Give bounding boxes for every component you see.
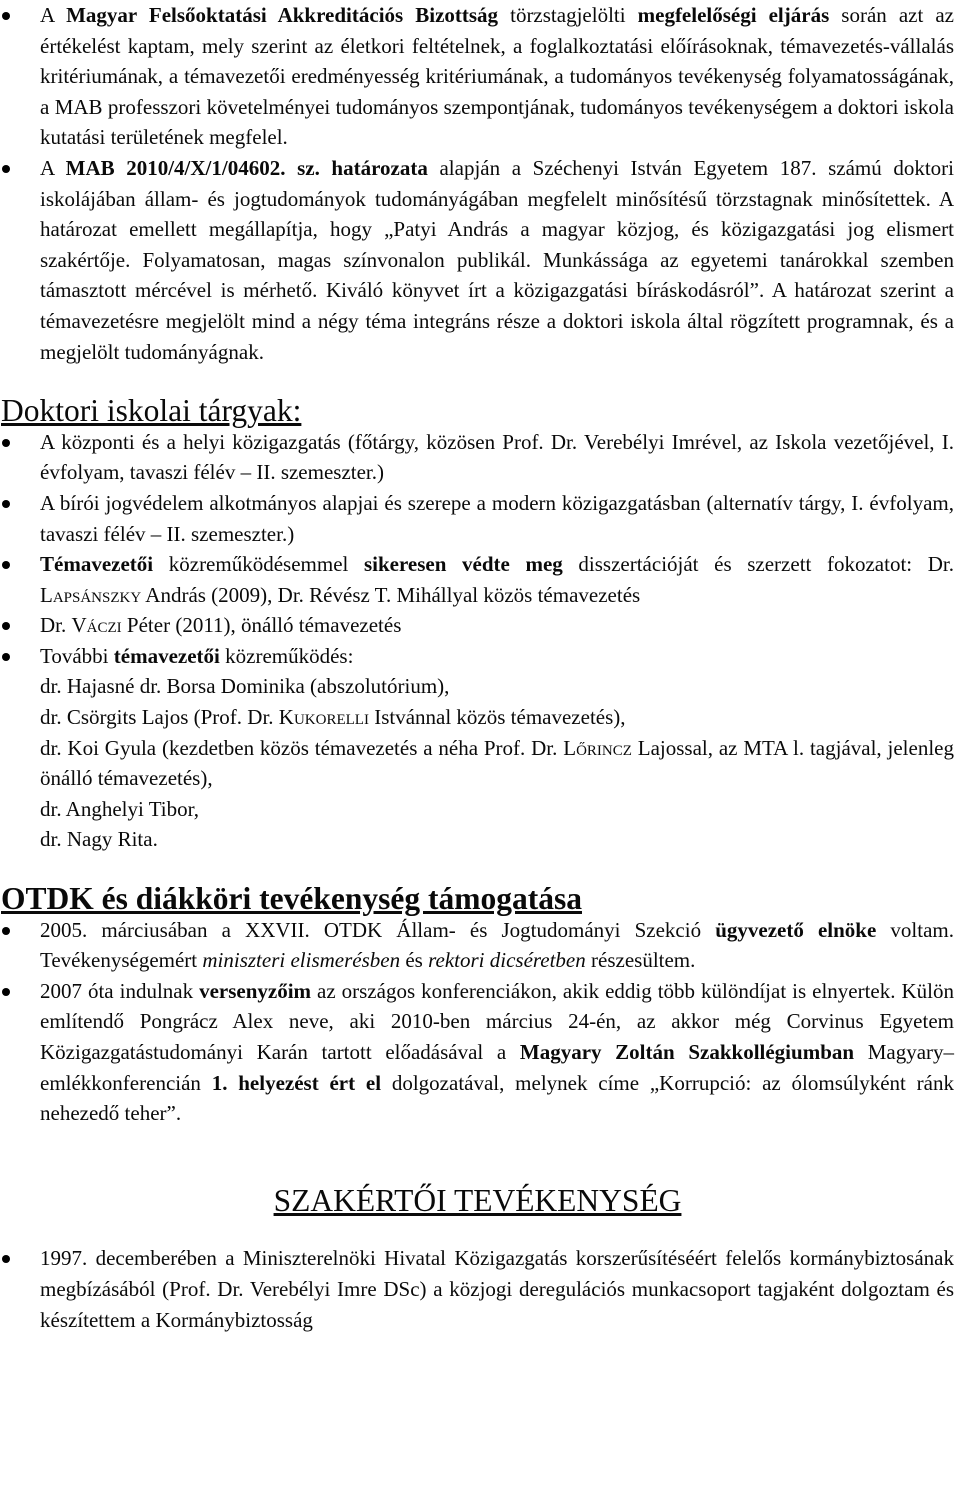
list-item <box>1 488 954 549</box>
supervision-defended <box>40 552 954 607</box>
bullet-icon <box>2 988 10 996</box>
bullet-icon <box>2 561 10 569</box>
list-item <box>1 610 954 641</box>
expert-activity-heading: SZAKÉRTŐI TEVÉKENYSÉG <box>273 1182 682 1218</box>
text-run: dr. Anghelyi Tibor, <box>40 796 200 821</box>
list-item <box>1 915 954 976</box>
text-run: A bírói jogvédelem alkotmányos alapjai és szerepe a modern közigazgatásban (alternatív tárgy, I. évfolyam, tavaszi félév – II. szemeszter.) <box>40 490 954 546</box>
list-item <box>1 976 954 1129</box>
bullet-icon <box>2 1255 10 1263</box>
text-run: ügyvezető elnöke <box>715 917 877 942</box>
supervised-student-line <box>1 702 954 733</box>
text-run: disszertációját és szerzett fokozatot: Dr. <box>562 552 954 577</box>
text-run: Témavezetői <box>40 552 154 577</box>
text-run: dr. Csörgits Lajos (Prof. Dr. <box>40 705 279 730</box>
list-item <box>1 549 954 610</box>
text-run: MAB 2010/4/X/1/04602. sz. határozata <box>65 155 428 180</box>
bullet-icon <box>2 12 10 20</box>
supervision-vaczi <box>40 613 401 637</box>
text-run: részesültem. <box>585 948 696 973</box>
text-run: dr. Koi Gyula (kezdetben közös témavezetés a néha Prof. Dr. <box>40 735 564 760</box>
text-run: megfelelőségi eljárás <box>637 3 830 27</box>
list-item <box>1 0 954 153</box>
bullet-icon <box>2 927 10 935</box>
course-main <box>40 430 954 485</box>
text-run: A központi és a helyi közigazgatás (főtárgy, közösen Prof. Dr. Verebélyi Imrével, az Iskola vezetőjével, I. évfolyam, tavaszi félév – II. szemeszter.) <box>40 429 954 485</box>
text-run: Magyar Felsőoktatási Akkreditációs Bizottság <box>66 3 499 27</box>
text-run: dr. Nagy Rita. <box>40 827 158 852</box>
text-run: Lajossal, az MTA l. tagjával, jelenleg önálló témavezetés), <box>40 735 954 791</box>
otdk-2007-paragraph <box>40 979 954 1125</box>
otdk-heading: OTDK és diákköri tevékenység támogatása <box>1 881 582 917</box>
bullet-icon <box>2 500 10 508</box>
text-run: További <box>40 643 114 668</box>
list-item <box>1 1243 954 1335</box>
doctoral-courses-list <box>1 427 954 672</box>
supervised-student-line <box>1 794 954 825</box>
text-run: Váczi <box>71 613 122 638</box>
list-item <box>1 641 954 672</box>
text-run: A <box>40 155 66 180</box>
text-run: Dr. <box>40 613 72 638</box>
text-run: az országos konferenciákon, akik eddig több különdíjat is elnyertek. Külön említendő Pongrácz Alex neve, aki 2010-ben március 24-én, az akkor még Corvinus Egyetem Közigazgatástudományi Karán tartott előadásával a <box>40 978 954 1064</box>
text-run: dr. Hajasné dr. Borsa Dominika (abszolutórium), <box>40 674 450 699</box>
list-item <box>1 427 954 488</box>
text-run: 1997. decemberében a Miniszterelnöki Hivatal Közigazgatás korszerűsítéséért felelős kormánybiztosának megbízásából (Prof. Dr. Verebélyi Imre DSc) a közjogi deregulációs munkacsoport tagjaként dolgoztam és készítettem a Kormánybiztosság <box>40 1246 954 1332</box>
text-run: Péter (2011), önálló témavezetés <box>121 613 402 638</box>
text-run: sikeresen védte meg <box>363 552 563 577</box>
supervised-student-line <box>1 733 954 794</box>
list-item <box>1 153 954 367</box>
mab-resolution-paragraph <box>40 156 954 364</box>
expert-activity-list <box>1 1243 954 1335</box>
text-run: Magyary–emlékkonferencián <box>40 1040 955 1095</box>
text-run: Magyary Zoltán Szakkollégiumban <box>519 1040 855 1064</box>
text-run: dolgozatával, melynek címe „Korrupció: az ólomsúlyként ránk nehezedő teher”. <box>40 1070 954 1126</box>
text-run: 2007 óta indulnak <box>40 978 200 1003</box>
doctoral-courses-heading: Doktori iskolai tárgyak: <box>1 393 302 429</box>
otdk-list <box>1 915 954 1129</box>
text-run: András (2009), Dr. Révész T. Mihállyal közös témavezetés <box>141 582 641 607</box>
supervision-further <box>40 644 353 668</box>
text-run: 2005. márciusában a XXVII. OTDK Állam- és Jogtudományi Szekció <box>40 917 716 942</box>
text-run: közreműködésemmel <box>153 552 364 577</box>
bullet-icon <box>2 653 10 661</box>
text-run: 1. helyezést ért el <box>211 1070 382 1095</box>
otdk-2005-paragraph <box>40 918 954 973</box>
text-run: voltam. Tevékenységemért <box>40 917 954 973</box>
bullet-icon <box>2 622 10 630</box>
course-alternative <box>40 491 954 546</box>
text-run: során azt az értékelést kaptam, mely szerint az életkori feltételnek, a foglalkoztatási előírásoknak, témavezetés-vállalás kritériumának, a témavezetői eredményesség kritériumának, a tudományos tevékenység folyamatosságának, a MAB professzori követelményei tudományos szempontjának, tudományos tevékenységem a doktori iskola kutatási területének megfelel. <box>40 3 954 150</box>
text-run: Kukorelli <box>278 705 369 730</box>
text-run: versenyzőim <box>199 978 312 1003</box>
expert-1997-paragraph <box>40 1246 954 1331</box>
text-run: és <box>400 948 429 973</box>
text-run: közreműködés: <box>219 643 354 668</box>
bullet-icon <box>2 439 10 447</box>
bullet-icon <box>2 165 10 173</box>
text-run: témavezetői <box>113 643 220 668</box>
text-run: Lapsánszky <box>40 582 142 607</box>
text-run: törzstagjelölti <box>498 3 638 27</box>
text-run: Istvánnal közös témavezetés), <box>368 705 626 730</box>
text-run: A <box>40 3 67 27</box>
text-run: Lőrincz <box>563 735 632 760</box>
accreditation-paragraph <box>40 3 954 149</box>
accreditation-list <box>1 0 954 367</box>
text-run: rektori dicséretben <box>428 948 586 973</box>
text-run: alapján a Széchenyi István Egyetem 187. számú doktori iskolájában állam- és jogtudományok tudományágában megfelelt minősítésű törzstagnak minősítettek. A határozat emellett megállapítja, hogy „Patyi András a magyar közjog, és közigazgatási jog elismert szakértője. Folyamatosan, magas színvonalon publikál. Munkássága az egyetemi tanárokkal szemben támasztott mércével is mérhető. Kiváló könyvet írt a közigazgatási bíráskodásról”. A határozat szerint a témavezetésre megjelölt mind a négy téma integráns része a doktori iskola által rögzített programnak, és a megjelölt tudományágnak. <box>40 155 954 364</box>
text-run: miniszteri elismerésben <box>202 948 401 973</box>
supervised-student-line <box>1 824 954 855</box>
supervised-student-line <box>1 671 954 702</box>
